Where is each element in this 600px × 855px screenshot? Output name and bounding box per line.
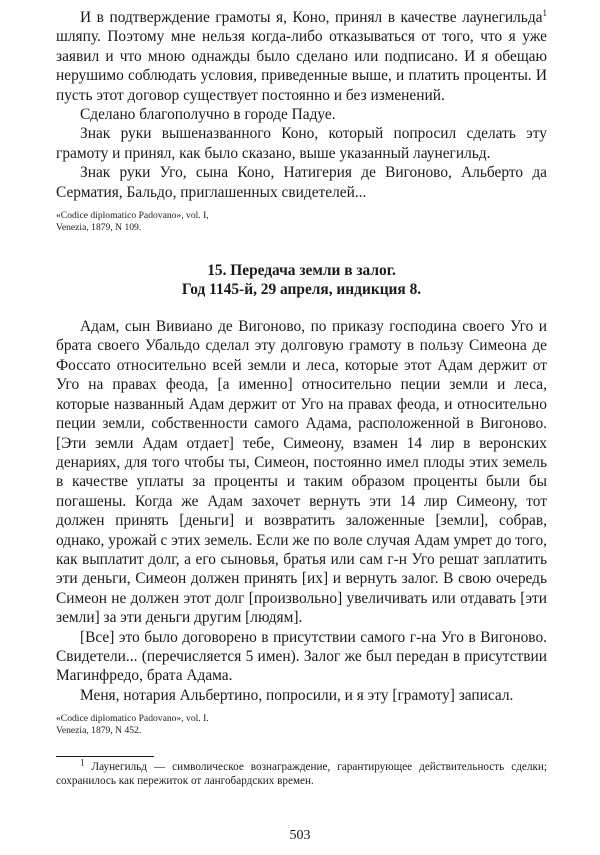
footnote-number: 1	[80, 757, 85, 768]
footnote-divider	[56, 756, 154, 757]
section-title-line: Год 1145-й, 29 апреля, индикция 8.	[181, 281, 422, 299]
footnote-marker: 1	[542, 7, 547, 18]
page-number: 503	[289, 828, 311, 843]
paragraph-witnesses-sign: Знак руки Уго, сына Коно, Натигерия де Вигоново, Альберто да Серматия, Бальдо, приглашенных свидетелей...	[56, 164, 547, 201]
citation-line: «Codice diplomatico Padovano», vol. I,	[56, 210, 209, 222]
footnote	[56, 757, 547, 788]
citation-line: «Codice diplomatico Padovano», vol. I.	[56, 713, 209, 725]
citation-bottom	[56, 713, 547, 736]
citation-line: Venezia, 1879, N 109.	[56, 221, 142, 233]
citation-top	[56, 210, 547, 233]
paragraph-notary: Меня, нотария Альбертино, попросили, и я эту [грамоту] записал.	[80, 686, 514, 704]
paragraph-pledge-terms: Адам, сын Вивиано де Вигоново, по приказу господина своего Уго и брата своего Убальдо сделал эту долговую грамоту в пользу Симеона де Фоссато относительно всей земли и леса, которые этот Адам держит от Уго на правах феода, [а именно] относительно пеции земли и леса, которые названный Адам держит от Уго на правах феода, и относительно пеции земли, собственности самого Адама, расположенной в Вигоново. [Эти земли Адам отдает] тебе, Симеону, взамен 14 лир в веронских денариях, для того чтобы ты, Симеон, постоянно имел плоды этих земель в качестве уплаты за проценты и таким образом проценты были бы погашены. Когда же Адам захочет вернуть эти 14 лир Симеону, тот должен принять [деньги] и возвратить заложенные [земли], собрав, однако, урожай с этих земель. Если же по воле случая Адам умрет до того, как выплатит долг, а его сыновья, братья или сам г-н Уго решат заплатить эти деньги, Симеон должен принять [их] и вернуть залог. В свою очередь Симеон не должен этот долг [произвольно] увеличивать или отдавать [эти земли] за эти деньги другим [людям].	[56, 318, 547, 627]
section-title-line: 15. Передача земли в залог.	[207, 262, 396, 280]
paragraph-guarantee: И в подтверждение грамоты я, Коно, принял в качестве лаунегильда$^1$ шляпу. Поэтому мне нельзя когда-либо отказываться от того, что я уже заявил и что мною однажды было сделано или подписано. И я обещаю нерушимо соблюдать условия, приведенные выше, и платить проценты. И пусть этот договор существует постоянно и без изменений.	[56, 7, 547, 104]
paragraph-kono-sign: Знак руки вышеназванного Коно, который попросил сделать эту грамоту и принял, как было сказано, выше указанный лаунегильд.	[56, 125, 547, 162]
paragraph-done-in-padua: Сделано благополучно в городе Падуе.	[80, 106, 336, 124]
citation-line: Venezia, 1879, N 452.	[56, 724, 142, 736]
paragraph-witnesses: [Все] это было договорено в присутствии самого г-на Уго в Вигоново. Свидетели... (перечисляется 5 имен). Залог же был передан в присутствии Магинфредо, брата Адама.	[56, 628, 547, 685]
section-title	[56, 261, 547, 299]
footnote-text: Лаунегильд — символическое вознаграждение, гарантирующее действительность сделки; сохранилось как пережиток от лангобардских времен.	[56, 761, 547, 787]
